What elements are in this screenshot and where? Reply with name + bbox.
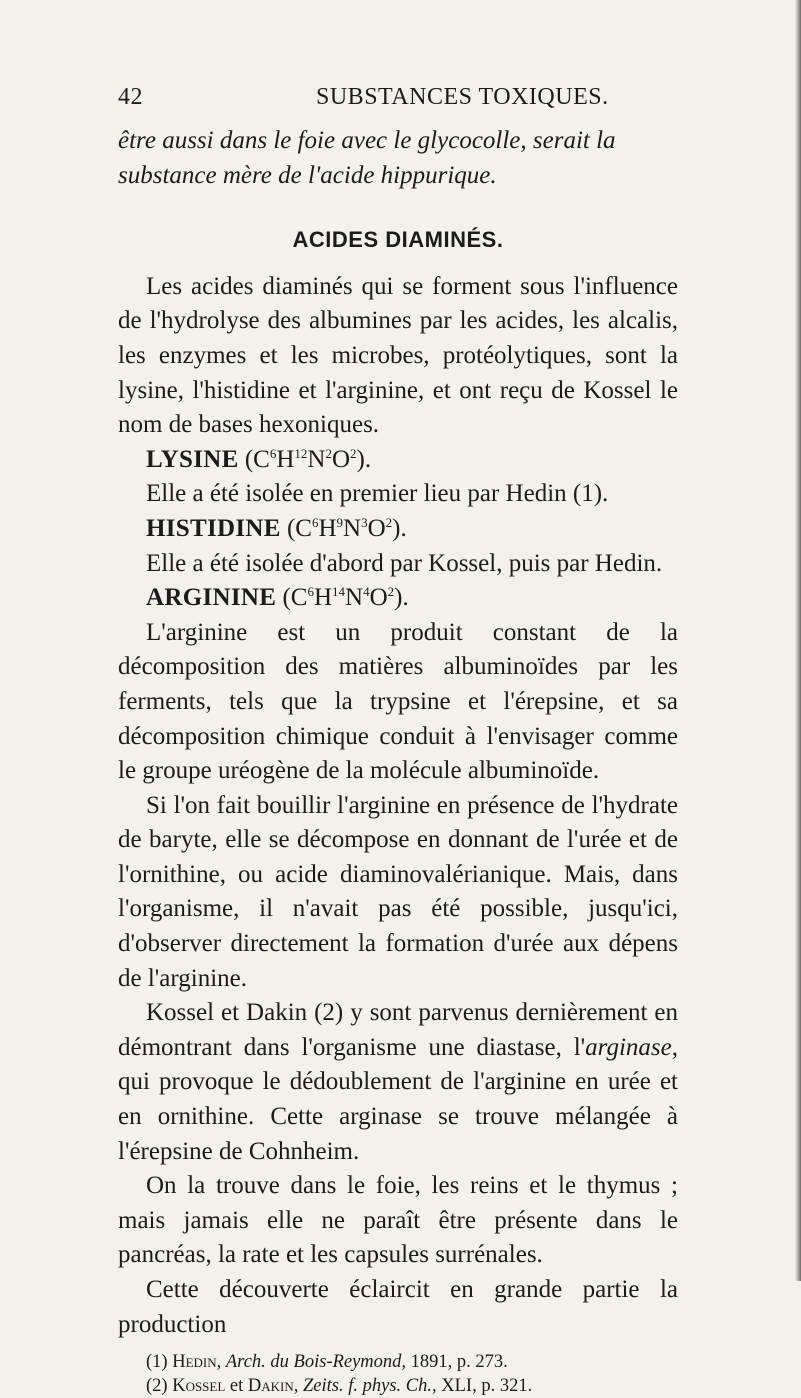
- running-header: [118, 84, 678, 118]
- section-title: ACIDES DIAMINÉS.: [292, 227, 504, 253]
- arginine-text: L'arginine est un produit constant de la décomposition des matières albuminoïdes par les ferments, tels que la trypsine et l'érepsine, et sa décomposition chimique conduit à l'envisager comme le groupe uréogène de la molécule albuminoïde.: [118, 618, 678, 785]
- running-title: SUBSTANCES TOXIQUES.: [316, 84, 609, 110]
- page-number: 42: [118, 84, 143, 110]
- lysine-formula: $(C^6H^{12}N^2O^2)$.: [244, 445, 372, 473]
- histidine-formula: $(C^6H^9N^3O^2)$.: [286, 514, 407, 542]
- paragraph-location: On la trouve dans le foie, les reins et le thymus ; mais jamais elle ne paraît être présente dans le pancréas, la rate et les capsules surrénales.: [118, 1172, 678, 1269]
- histidine-text: Elle a été isolée d'abord par Kossel, puis par Hedin.: [146, 549, 663, 577]
- lysine-text: Elle a été isolée en premier lieu par Hedin (1).: [146, 480, 609, 508]
- arginine-name: ARGININE: [146, 584, 277, 612]
- paragraph-baryte: Si l'on fait bouillir l'arginine en présence de l'hydrate de baryte, elle se décompose en donnant de l'urée et de l'ornithine, ou acide diaminovalérianique. Mais, dans l'organisme, il n'avait pas été possible, jusqu'ici, d'observer directement la formation d'urée aux dépens de l'arginine.: [118, 791, 678, 992]
- paragraph-arginase: Kossel et Dakin (2) y sont parvenus dernièrement en démontrant dans l'organisme une diastase, l'arginase, qui provoque le dédoublement de l'arginine en urée et en ornithine. Cette arginase se trouve mélangée à l'érepsine de Cohnheim.: [118, 999, 678, 1165]
- arginine-heading: [118, 581, 678, 616]
- footnote-2: (2) Kossel et Dakin, Zeits. f. phys. Ch., XLI, p. 321.: [146, 1376, 533, 1397]
- page-edge-shadow: [795, 0, 801, 1281]
- page-body: [118, 124, 678, 1398]
- footnotes: [118, 1350, 678, 1398]
- footnote-1: (1) Hedin, Arch. du Bois-Reymond, 1891, p. 273.: [146, 1352, 508, 1373]
- paragraph-intro-diamines: Les acides diaminés qui se forment sous l'influence de l'hydrolyse des albumines par les acides, les alcalis, les enzymes et les microbes, protéolytiques, sont la lysine, l'histidine et l'arginine, et ont reçu de Kossel le nom de bases hexoniques.: [118, 272, 678, 439]
- arginase-term: arginase: [585, 1033, 672, 1061]
- lysine-heading: [118, 443, 678, 478]
- paragraph-discovery: Cette découverte éclaircit en grande partie la production: [118, 1276, 678, 1338]
- arginine-formula: $(C^6H^{14}N^4O^2)$.: [282, 584, 409, 612]
- histidine-heading: [118, 512, 678, 547]
- intro-text: être aussi dans le foie avec le glycocolle, serait la substance mère de l'acide hippurique.: [118, 127, 616, 189]
- lysine-name: LYSINE: [146, 445, 239, 473]
- histidine-name: HISTIDINE: [146, 514, 281, 542]
